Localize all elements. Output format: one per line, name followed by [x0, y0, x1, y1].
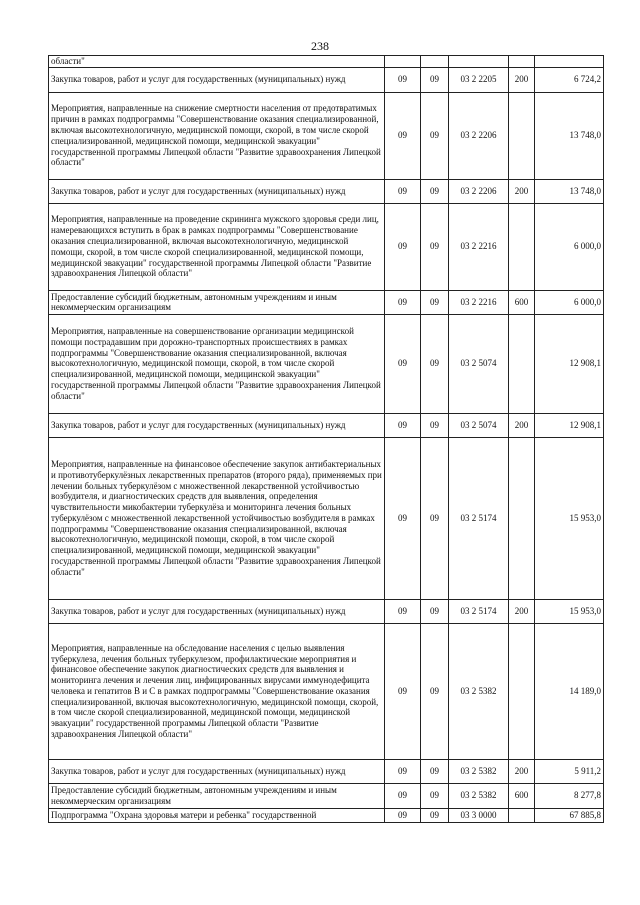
row-target-article: 03 2 2205: [449, 67, 509, 92]
row-expense-type: 200: [509, 759, 535, 783]
page-number: 238: [311, 39, 329, 53]
row-target-article: 03 2 2206: [449, 92, 509, 179]
row-subsection: 09: [421, 203, 449, 290]
row-target-article: 03 2 5074: [449, 413, 509, 437]
row-target-article: [449, 56, 509, 68]
row-section: 09: [385, 203, 421, 290]
row-subsection: 09: [421, 290, 449, 314]
table-row: [49, 783, 604, 808]
row-sum: 15 953,0: [535, 437, 604, 599]
row-subsection: 09: [421, 179, 449, 203]
row-name: Предоставление субсидий бюджетным, автономным учреждениям и иным некоммерческим организациям: [49, 783, 385, 808]
row-expense-type: 600: [509, 290, 535, 314]
row-target-article: 03 2 2216: [449, 290, 509, 314]
row-section: 09: [385, 783, 421, 808]
row-sum: 6 000,0: [535, 203, 604, 290]
row-sum: 12 908,1: [535, 314, 604, 413]
table-row: [49, 203, 604, 290]
row-target-article: 03 2 5382: [449, 783, 509, 808]
row-target-article: 03 2 5174: [449, 599, 509, 623]
row-target-article: 03 2 5382: [449, 759, 509, 783]
budget-table: [48, 55, 604, 823]
row-subsection: 09: [421, 92, 449, 179]
row-subsection: 09: [421, 67, 449, 92]
table-row: [49, 759, 604, 783]
row-target-article: 03 2 2206: [449, 179, 509, 203]
row-section: [385, 56, 421, 68]
row-sum: 15 953,0: [535, 599, 604, 623]
row-section: 09: [385, 759, 421, 783]
row-name: Мероприятия, направленные на совершенствование организации медицинской помощи пострадавшим при дорожно-транспортных происшествиях в рамках подпрограммы "Совершенствование оказания специализированной, включая высокотехнологичную, медицинской помощи, скорой, в том числе скорой специализированной, медицинской помощи, медицинской эвакуации" государственной программы Липецкой области "Развитие здравоохранения Липецкой области": [49, 314, 385, 413]
table-row: [49, 56, 604, 68]
row-name: Закупка товаров, работ и услуг для государственных (муниципальных) нужд: [49, 67, 385, 92]
row-sum: 6 724,2: [535, 67, 604, 92]
row-expense-type: 200: [509, 179, 535, 203]
row-name: Предоставление субсидий бюджетным, автономным учреждениям и иным некоммерческим организациям: [49, 290, 385, 314]
table-row: [49, 92, 604, 179]
row-subsection: 09: [421, 783, 449, 808]
row-target-article: 03 2 2216: [449, 203, 509, 290]
table-row: [49, 623, 604, 759]
row-target-article: 03 2 5382: [449, 623, 509, 759]
row-expense-type: 600: [509, 783, 535, 808]
row-sum: 13 748,0: [535, 179, 604, 203]
row-sum: 6 000,0: [535, 290, 604, 314]
row-section: 09: [385, 808, 421, 822]
row-subsection: 09: [421, 314, 449, 413]
row-section: 09: [385, 92, 421, 179]
row-sum: 14 189,0: [535, 623, 604, 759]
row-name: Закупка товаров, работ и услуг для государственных (муниципальных) нужд: [49, 599, 385, 623]
row-section: 09: [385, 314, 421, 413]
row-target-article: 03 2 5074: [449, 314, 509, 413]
row-section: 09: [385, 599, 421, 623]
row-subsection: 09: [421, 623, 449, 759]
row-expense-type: [509, 56, 535, 68]
table-row: [49, 599, 604, 623]
table-row: [49, 67, 604, 92]
row-expense-type: [509, 92, 535, 179]
row-name: Мероприятия, направленные на обследование населения с целью выявления туберкулеза, лечения больных туберкулезом, профилактические мероприятия и финансовое обеспечение закупок диагностических средств для выявления и мониторинга лечения и лечения лиц, инфицированных вирусами иммунодефицита человека и гепатитов В и С в рамках подпрограммы "Совершенствование оказания специализированной, включая высокотехнологичную, медицинской помощи, скорой, в том числе скорой специализированной, медицинской помощи, медицинской эвакуации" государственной программы Липецкой области "Развитие здравоохранения Липецкой области": [49, 623, 385, 759]
row-sum: 5 911,2: [535, 759, 604, 783]
table-row: [49, 413, 604, 437]
row-section: 09: [385, 290, 421, 314]
table-row: [49, 808, 604, 822]
row-name: Закупка товаров, работ и услуг для государственных (муниципальных) нужд: [49, 759, 385, 783]
row-name: Закупка товаров, работ и услуг для государственных (муниципальных) нужд: [49, 179, 385, 203]
row-section: 09: [385, 413, 421, 437]
row-target-article: 03 2 5174: [449, 437, 509, 599]
row-section: 09: [385, 67, 421, 92]
row-expense-type: [509, 314, 535, 413]
row-name: Мероприятия, направленные на проведение скрининга мужского здоровья среди лиц, намеревающихся вступить в брак в рамках подпрограммы "Совершенствование оказания специализированной, включая высокотехнологичную, медицинской помощи, скорой, в том числе скорой специализированной, медицинской помощи, медицинской эвакуации" государственной программы Липецкой области "Развитие здравоохранения Липецкой области": [49, 203, 385, 290]
row-target-article: 03 3 0000: [449, 808, 509, 822]
row-expense-type: [509, 623, 535, 759]
row-subsection: [421, 56, 449, 68]
row-subsection: 09: [421, 759, 449, 783]
row-expense-type: [509, 203, 535, 290]
row-name: Мероприятия, направленные на финансовое обеспечение закупок антибактериальных и противотуберкулёзных лекарственных препаратов (второго ряда), применяемых при лечении больных туберкулёзом с множественной лекарственной устойчивостью возбудителя, и диагностических средств для выявления, определения чувствительности микобактерии туберкулёза и мониторинга лечения больных туберкулёзом с множественной лекарственной устойчивостью возбудителя в рамках подпрограммы "Совершенствование оказания специализированной, включая высокотехнологичную, медицинской помощи, скорой, в том числе скорой специализированной, медицинской помощи, медицинской эвакуации" государственной программы Липецкой области "Развитие здравоохранения Липецкой области": [49, 437, 385, 599]
row-name: области": [49, 56, 385, 68]
row-subsection: 09: [421, 437, 449, 599]
row-section: 09: [385, 623, 421, 759]
row-sum: 12 908,1: [535, 413, 604, 437]
table-row: [49, 179, 604, 203]
row-expense-type: 200: [509, 599, 535, 623]
row-section: 09: [385, 437, 421, 599]
row-subsection: 09: [421, 413, 449, 437]
row-sum: 67 885,8: [535, 808, 604, 822]
row-name: Закупка товаров, работ и услуг для государственных (муниципальных) нужд: [49, 413, 385, 437]
row-sum: 13 748,0: [535, 92, 604, 179]
row-subsection: 09: [421, 599, 449, 623]
row-sum: 8 277,8: [535, 783, 604, 808]
row-expense-type: [509, 808, 535, 822]
row-section: 09: [385, 179, 421, 203]
row-expense-type: 200: [509, 413, 535, 437]
row-name: Мероприятия, направленные на снижение смертности населения от предотвратимых причин в рамках подпрограммы "Совершенствование оказания специализированной, включая высокотехнологичную, медицинской помощи, скорой, в том числе скорой специализированной, медицинской помощи, медицинской эвакуации" государственной программы Липецкой области "Развитие здравоохранения Липецкой области": [49, 92, 385, 179]
table-row: [49, 314, 604, 413]
row-expense-type: [509, 437, 535, 599]
row-sum: [535, 56, 604, 68]
row-expense-type: 200: [509, 67, 535, 92]
table-row: [49, 437, 604, 599]
row-name: Подпрограмма "Охрана здоровья матери и ребенка" государственной: [49, 808, 385, 822]
row-subsection: 09: [421, 808, 449, 822]
table-row: [49, 290, 604, 314]
